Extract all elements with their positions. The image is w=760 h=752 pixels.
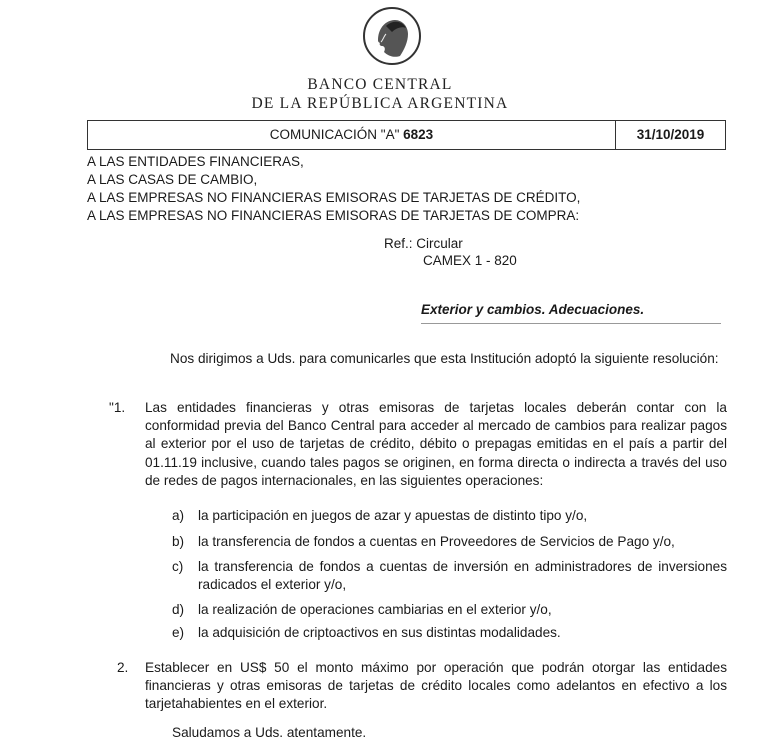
subitem-letter: c) — [172, 559, 184, 574]
subitem-text: la transferencia de fondos a cuentas de inversión en administradores de inversiones radicados el exterior y/o, — [198, 559, 727, 593]
item-number: 2. — [117, 660, 129, 675]
addressees — [87, 153, 580, 225]
addressee: A LAS EMPRESAS NO FINANCIERAS EMISORAS DE TARJETAS DE COMPRA: — [87, 208, 580, 223]
subitem-letter: b) — [172, 534, 185, 549]
republic-head-seal-icon — [362, 6, 422, 66]
org-name-line2: DE LA REPÚBLICA ARGENTINA — [251, 95, 509, 112]
closing: Saludamos a Uds. atentamente. — [172, 725, 367, 740]
reference-line2: CAMEX 1 - 820 — [423, 253, 517, 268]
subitem-c — [172, 558, 727, 594]
subitem-text: la adquisición de criptoactivos en sus distintas modalidades. — [198, 625, 561, 640]
item-text: Establecer en US$ 50 el monto máximo por operación que podrán otorgar las entidades financieras y otras emisoras de tarjetas de crédito locales como adelantos en efectivo a los tarjetahabientes en el exterior. — [145, 660, 727, 712]
communication-label: COMUNICACIÓN "A" — [269, 127, 400, 142]
subitem-b — [172, 533, 727, 551]
subitem-letter: a) — [172, 508, 185, 523]
subitem-text: la realización de operaciones cambiarias en el exterior y/o, — [198, 602, 552, 617]
addressee: A LAS EMPRESAS NO FINANCIERAS EMISORAS DE TARJETAS DE CRÉDITO, — [87, 190, 581, 205]
resolution-item-1 — [109, 399, 727, 490]
subitem-letter: d) — [172, 602, 185, 617]
communication-number: 6823 — [403, 127, 434, 142]
addressee: A LAS CASAS DE CAMBIO, — [87, 172, 258, 187]
subitem-e — [172, 624, 727, 642]
subject: Exterior y cambios. Adecuaciones. — [421, 302, 721, 324]
item-number: "1. — [109, 400, 126, 415]
item-text: Las entidades financieras y otras emisoras de tarjetas locales deberán contar con la conformidad previa del Banco Central para acceder al mercado de cambios para realizar pagos al exterior por el uso de tarjetas de crédito, débito o prepagas emitidas en el país a partir del 01.11.19 inclusive, cuando tales pagos se originen, en forma directa o indirecta a través del uso de redes de pagos internacionales, en las siguientes operaciones: — [145, 400, 727, 488]
reference-label: Ref.: — [384, 236, 413, 251]
org-name-line1: BANCO CENTRAL — [307, 76, 453, 93]
subitem-d — [172, 601, 727, 619]
subitem-text: la participación en juegos de azar y apuestas de distinto tipo y/o, — [198, 508, 588, 523]
communication-date: 31/10/2019 — [636, 127, 705, 142]
reference — [384, 235, 517, 269]
communication-header — [87, 120, 726, 150]
subitem-letter: e) — [172, 625, 185, 640]
addressee: A LAS ENTIDADES FINANCIERAS, — [87, 154, 304, 169]
reference-line1: Circular — [416, 236, 463, 251]
intro-text: Nos dirigimos a Uds. para comunicarles que esta Institución adoptó la siguiente resolución: — [170, 351, 719, 366]
intro-paragraph — [87, 350, 727, 368]
communication-title — [88, 121, 616, 149]
resolution-item-2 — [117, 659, 727, 714]
subitem-a — [172, 507, 727, 525]
subitem-text: la transferencia de fondos a cuentas en Proveedores de Servicios de Pago y/o, — [198, 534, 675, 549]
